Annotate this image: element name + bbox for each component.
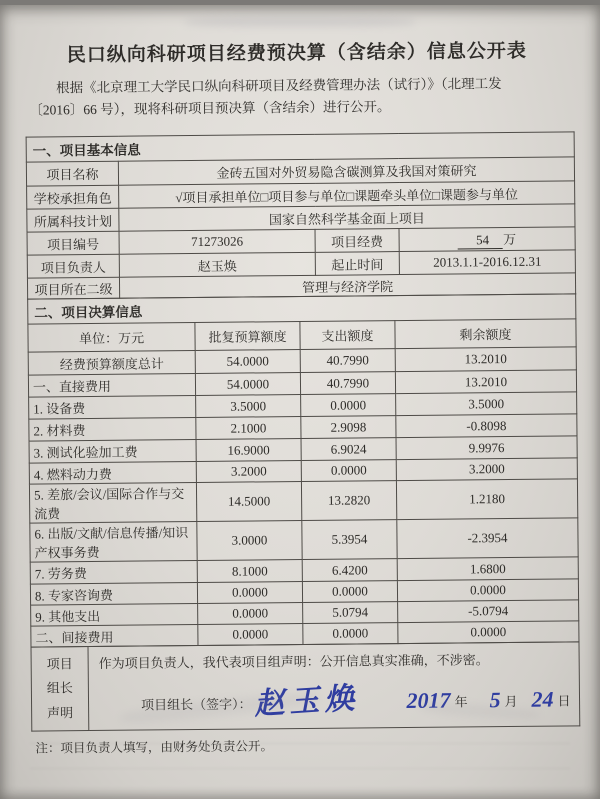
remaining-cell: 13.2010 [395, 370, 576, 394]
remaining-cell: -5.0794 [398, 600, 579, 623]
budget-cell: 3.5000 [196, 395, 301, 418]
budget-cell: 8.1000 [197, 560, 302, 583]
col-remaining-header: 剩余额度 [395, 319, 576, 349]
funding-amount: 54 [458, 232, 503, 249]
form-content [0, 2, 600, 757]
basic-info-table [26, 132, 577, 300]
spent-cell: 6.4200 [302, 559, 397, 582]
row-label: 9. 其他支出 [31, 604, 198, 627]
handwritten-day: 24 [531, 686, 554, 712]
row-label: 8. 专家咨询费 [30, 583, 197, 606]
signature-label: 项目组长（签字）： [140, 696, 252, 713]
program-value: 国家自然科学基金面上项目 [119, 204, 575, 231]
declaration-statement: 作为项目负责人，我代表项目组声明：公开信息真实准确，不涉密。 [98, 652, 489, 672]
budget-cell: 2.1000 [196, 417, 301, 440]
budget-cell: 14.5000 [196, 482, 301, 522]
budget-cell: 0.0000 [198, 603, 303, 625]
declaration-label-line: 组长 [46, 680, 73, 696]
spent-cell: 0.0000 [301, 394, 396, 417]
project-name-label: 项目名称 [26, 161, 118, 186]
remaining-cell: -2.3954 [397, 518, 578, 559]
spent-cell: 0.0000 [302, 581, 397, 603]
project-no-label: 项目编号 [27, 231, 119, 255]
spent-cell: 5.3954 [302, 520, 397, 560]
declaration-row [31, 642, 580, 731]
year-character: 年 [454, 694, 468, 710]
budget-cell: 54.0000 [195, 373, 300, 396]
spent-cell: 2.9098 [301, 416, 396, 439]
budget-cell: 0.0000 [198, 624, 303, 646]
department-label: 项目所在二级 [27, 277, 119, 299]
table-row [29, 479, 577, 523]
bleed-line-artifact [30, 743, 570, 744]
leader-label: 项目负责人 [27, 254, 119, 278]
program-label: 所属科技计划 [27, 208, 119, 232]
signature-row [141, 682, 571, 722]
intro-line-1: 根据《北京理工大学民口纵向科研项目及经费管理办法（试行）》（北理工发 [56, 76, 502, 96]
row-label: 5. 差旅/会议/国际合作与交流费 [29, 483, 196, 524]
unit-header: 单位：万元 [28, 323, 195, 353]
day-character: 日 [557, 693, 571, 709]
month-character: 月 [504, 693, 518, 709]
table-row [30, 518, 578, 562]
spent-cell: 5.0794 [303, 602, 398, 624]
role-checkboxes: √项目承担单位□项目参与单位□课题牵头单位□课题参与单位 [119, 181, 575, 208]
declaration-label-line: 声明 [47, 705, 74, 721]
intro-line-2: 〔2016〕66 号），现将科研项目预决算（含结余）进行公开。 [29, 98, 391, 118]
spent-cell: 13.2820 [301, 481, 396, 521]
funding-value [399, 227, 575, 252]
row-label: 4. 燃料动力费 [29, 462, 196, 485]
handwritten-year: 2017 [406, 687, 451, 714]
department-value: 管理与经济学院 [119, 273, 575, 298]
spent-cell: 6.9024 [301, 438, 396, 461]
bleed-line-artifact [30, 768, 570, 769]
remaining-cell: 1.6800 [397, 557, 578, 581]
remaining-cell: 13.2010 [395, 347, 576, 372]
col-budget-header: 批复预算额度 [195, 322, 300, 351]
footnote: 注：项目负责人填写，由财务处负责公开。 [35, 739, 274, 756]
handwritten-signature: 赵玉焕 [252, 681, 360, 722]
project-name-value: 金砖五国对外贸易隐含碳测算及我国对策研究 [118, 157, 574, 185]
handwritten-month: 5 [489, 687, 501, 713]
settlement-table [27, 294, 579, 648]
declaration-table [31, 642, 581, 732]
declaration-label-line: 项目 [46, 655, 73, 672]
row-label: 6. 出版/文献/信息传播/知识产权事务费 [30, 522, 197, 563]
budget-cell: 0.0000 [197, 582, 302, 604]
role-label: 学校承担角色 [27, 185, 119, 209]
remaining-cell: 3.2000 [396, 458, 577, 481]
remaining-cell: 9.9976 [396, 436, 577, 460]
row-label: 1. 设备费 [29, 396, 196, 420]
budget-cell: 54.0000 [195, 350, 300, 374]
row-label: 2. 材料费 [29, 418, 196, 442]
spent-cell: 40.7990 [300, 372, 395, 395]
col-spent-header: 支出额度 [300, 321, 395, 350]
form-title: 民口纵向科研项目经费预决算（含结余）信息公开表 [66, 40, 527, 67]
budget-cell: 16.9000 [196, 439, 301, 462]
intro-paragraph [29, 72, 567, 120]
declaration-label [31, 647, 89, 732]
row-label: 经费预算额度总计 [28, 351, 195, 376]
funding-label: 项目经费 [315, 229, 399, 253]
section1-title: 一、项目基本信息 [26, 132, 574, 162]
budget-cell: 3.0000 [197, 521, 302, 561]
remaining-cell: 0.0000 [398, 621, 579, 644]
row-label: 二、间接费用 [31, 625, 198, 648]
period-label: 起止时间 [315, 252, 399, 276]
row-label: 3. 测试化验加工费 [29, 440, 196, 464]
budget-cell: 3.2000 [196, 461, 301, 483]
spent-cell: 0.0000 [301, 460, 396, 482]
spent-cell: 40.7990 [300, 349, 395, 373]
row-label: 7. 劳务费 [30, 561, 197, 585]
declaration-content [88, 642, 580, 731]
section2-title: 二、项目决算信息 [28, 294, 576, 324]
project-no-value: 71273026 [119, 230, 315, 255]
remaining-cell: 1.2180 [396, 479, 577, 520]
spent-cell: 0.0000 [303, 623, 398, 645]
row-label: 一、直接费用 [28, 374, 195, 398]
remaining-cell: 3.5000 [396, 392, 577, 416]
period-value: 2013.1.1-2016.12.31 [399, 250, 575, 275]
funding-unit: 万 [503, 232, 517, 248]
paper-sheet [0, 5, 600, 799]
remaining-cell: 0.0000 [397, 579, 578, 602]
remaining-cell: -0.8098 [396, 414, 577, 438]
leader-name: 赵玉焕 [119, 253, 315, 278]
